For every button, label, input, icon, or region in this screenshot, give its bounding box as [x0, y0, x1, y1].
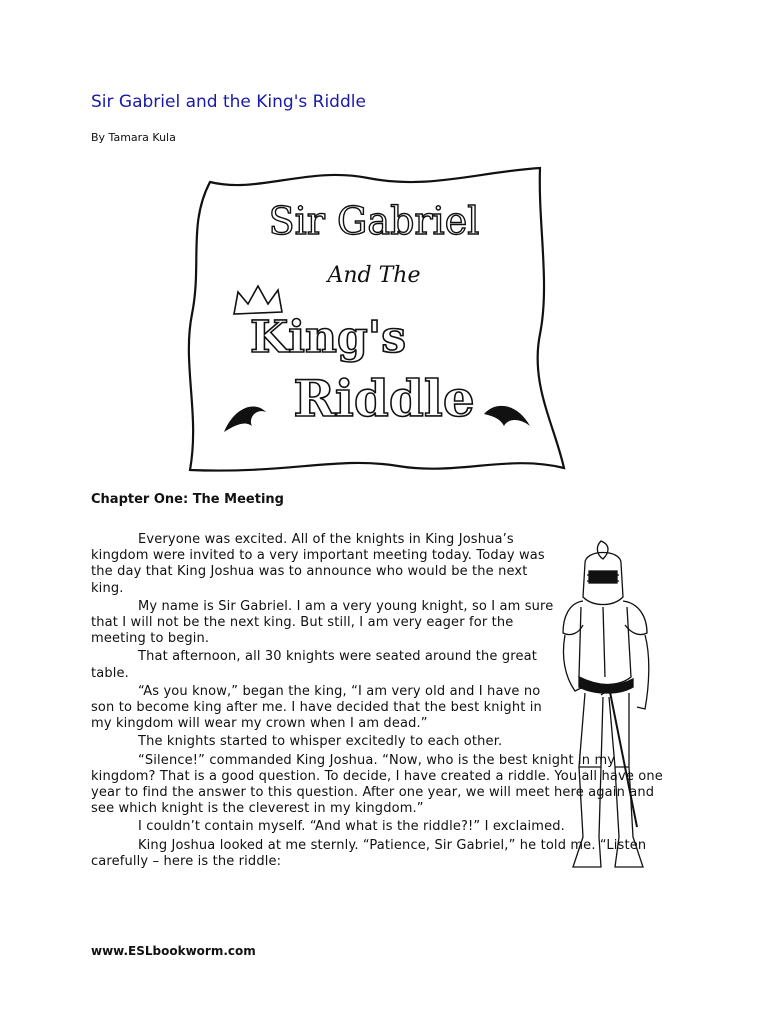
left-flourish-icon: [224, 406, 266, 432]
paragraph: The knights started to whisper excitedly to each other.: [138, 734, 503, 750]
paragraph: “Silence!” commanded King Joshua. “Now, who is the best knight in my kingdom? That is a good question. To decide, I have created a riddle. You all have one year to find the answer to this question. After one year, we will meet here again and see which knight is the cleverest in my kingdom.”: [91, 752, 663, 817]
paragraph: That afternoon, all 30 knights were seated around the great table.: [91, 649, 537, 681]
banner-line-2: And The: [327, 263, 421, 288]
banner-line-4: Riddle: [293, 369, 475, 428]
title-banner-illustration: [178, 164, 570, 476]
story-title: Sir Gabriel and the King's Riddle: [91, 92, 366, 112]
site-url-footer: www.ESLbookworm.com: [91, 944, 256, 958]
paragraph: I couldn’t contain myself. “And what is the riddle?!” I exclaimed.: [138, 819, 565, 835]
author-byline: By Tamara Kula: [91, 131, 176, 144]
knight-illustration: [549, 537, 667, 877]
paragraph: King Joshua looked at me sternly. “Patience, Sir Gabriel,” he told me. “Listen carefully – here is the riddle:: [91, 837, 647, 869]
paragraph: “As you know,” began the king, “I am very old and I have no son to become king after me. I have decided that the best knight in my kingdom will wear my crown when I am dead.”: [91, 683, 542, 732]
banner-line-3: King's: [250, 312, 406, 363]
banner-line-1: Sir Gabriel: [268, 199, 480, 243]
paragraph: My name is Sir Gabriel. I am a very young knight, so I am sure that I will not be the next king. But still, I am very eager for the meeting to begin.: [91, 598, 554, 647]
paragraph: Everyone was excited. All of the knights in King Joshua’s kingdom were invited to a very important meeting today. Today was the day that King Joshua was to announce who would be the next king.: [91, 532, 545, 596]
chapter-heading: Chapter One: The Meeting: [91, 492, 284, 507]
right-flourish-icon: [484, 406, 530, 426]
crown-icon: [234, 286, 282, 314]
